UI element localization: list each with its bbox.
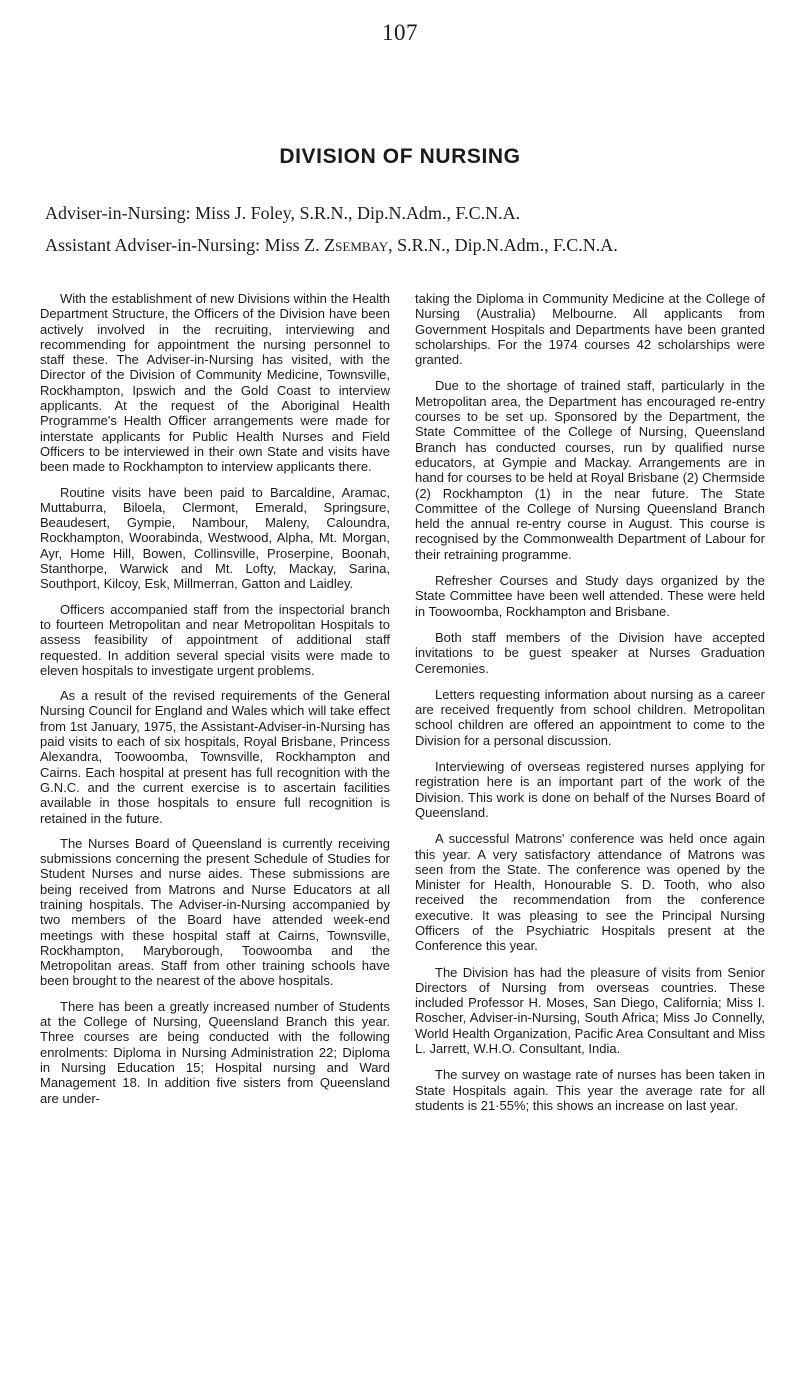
- paragraph-refresher-courses: Refresher Courses and Study days organized by the State Committee have been well attended. These were held in Toowoomba, Rockhampton and Brisbane.: [415, 573, 765, 619]
- paragraph-routine-visits: Routine visits have been paid to Barcaldine, Aramac, Muttaburra, Biloela, Clermont, Emerald, Springsure, Beaudesert, Gympie, Nambour, Maleny, Caloundra, Rockhampton, Woorabinda, Westwood, Alpha, Mt. Morgan, Ayr, Home Hill, Bowen, Collinsville, Proserpine, Boonah, Stanthorpe, Warwick and Mt. Lofty, Mackay, Sarina, Southport, Kilcoy, Esk, Millmerran, Gatton and Laidley.: [40, 484, 390, 592]
- paragraph-overseas-visits: The Division has had the pleasure of visits from Senior Directors of Nursing from overseas countries. These included Professor H. Moses, San Diego, California; Miss I. Roscher, Adviser-in-Nursing, South Africa; Miss Jo Connelly, World Health Organization, Pacific Area Consultant and Miss L. Jarrett, W.H.O. Consultant, India.: [415, 964, 765, 1057]
- paragraph-recruiting: With the establishment of new Divisions within the Health Department Structure, the Officers of the Division have been actively involved in the recruiting, interviewing and recommending for appointment the nursing personnel to staff these. The Adviser-in-Nursing has visited, with the Director of the Division of Community Medicine, Townsville, Rockhampton, Ipswich and the Gold Coast to interview applicants. At the request of the Aboriginal Health Programme's Health Officer arrangements were made for interstate applicants for Public Health Nurses and Field Officers to be interviewed in their own State and visits have been made to Rockhampton to interview applicants there.: [40, 291, 390, 475]
- paragraph-matrons-conference: A successful Matrons' conference was held once again this year. A very satisfactory attendance of Matrons was seen from the State. The conference was opened by the Minister for Health, Honourable S. D. Tooth, who also received the recommendation from the conference executive. It was pleasing to see the Principal Nursing Officers of the Psychiatric Hospitals present at the Conference this year.: [415, 831, 765, 954]
- paragraph-re-entry-courses: Due to the shortage of trained staff, particularly in the Metropolitan area, the Department has encouraged re-entry courses to be set up. Sponsored by the Department, the State Committee of the College of Nursing, Queensland Branch has conducted courses, run by qualified nurse educators, at Gympie and Mackay. Arrangements are in hand for courses to be held at Royal Brisbane (2) Chermside (2) Rockhampton (1) in the near future. The State Committee of the College of Nursing Queensland Branch held the annual re-entry course in August. This course is recognised by the Commonwealth Department of Labour for their retraining programme.: [415, 378, 765, 562]
- assistant-adviser-line: [45, 235, 775, 256]
- paragraph-college-enrolments: There has been a greatly increased number of Students at the College of Nursing, Queensland Branch this year. Three courses are being conducted with the following enrolments: Diploma in Nursing Administration 22; Diploma in Nursing Education 15; Hospital nursing and Ward Management 18. In addition five sisters from Queensland are under-: [40, 998, 390, 1106]
- assistant-surname: Zsembay,: [324, 235, 393, 255]
- adviser-name: Miss J. Foley,: [195, 203, 295, 223]
- page-title: DIVISION OF NURSING: [279, 145, 521, 168]
- paragraph-nurses-board: The Nurses Board of Queensland is currently receiving submissions concerning the present Schedule of Studies for Student Nurses and nurse aides. These submissions are being received from Matrons and Nurse Educators at all training hospitals. The Adviser-in-Nursing accompanied by two members of the Board have attended week-end meetings with these hospital staff at Cairns, Townsville, Rockhampton, Maryborough, Toowoomba and the Metropolitan areas. Staff from other training schools have been brought to the nearest of the above hospitals.: [40, 835, 390, 989]
- assistant-qualifications: S.R.N., Dip.N.Adm., F.C.N.A.: [397, 235, 618, 255]
- adviser-role: Adviser-in-Nursing:: [45, 203, 191, 223]
- paragraph-community-medicine: taking the Diploma in Community Medicine at the College of Nursing (Australia) Melbourne. All applicants from Government Hospitals and Departments have been granted scholarships. For the 1974 courses 42 scholarships were granted.: [415, 291, 765, 368]
- adviser-qualifications: S.R.N., Dip.N.Adm., F.C.N.A.: [299, 203, 521, 223]
- paragraph-wastage-survey: The survey on wastage rate of nurses has been taken in State Hospitals again. This year the average rate for all students is 21·55%; this shows an increase on last year.: [415, 1067, 765, 1113]
- paragraph-metropolitan-hospitals: Officers accompanied staff from the inspectorial branch to fourteen Metropolitan and near Metropolitan Hospitals to assess feasibility of appointment of additional staff requested. In addition several special visits were made to eleven hospitals to investigate urgent problems.: [40, 601, 390, 678]
- page-number: 107: [382, 20, 418, 45]
- adviser-line: [45, 203, 775, 224]
- assistant-role: Assistant Adviser-in-Nursing:: [45, 235, 261, 255]
- paragraph-gnc-requirements: As a result of the revised requirements of the General Nursing Council for England and Wales which will take effect from 1st January, 1975, the Assistant-Adviser-in-Nursing has paid visits to each of six hospitals, Royal Brisbane, Princess Alexandra, Toowoomba, Townsville, Rockhampton and Cairns. Each hospital at present has full recognition with the G.N.C. and the current exercise is to ascertain facilities available in those hospitals to ensure full recognition is retained in the future.: [40, 688, 390, 826]
- paragraph-career-letters: Letters requesting information about nursing as a career are received frequently from school children. Metropolitan school children are offered an appointment to come to the Division for a personal discussion.: [415, 686, 765, 748]
- left-column: [40, 291, 390, 1124]
- assistant-name: Miss Z.: [264, 235, 320, 255]
- right-column: [415, 291, 765, 1124]
- body-columns: [40, 291, 765, 1124]
- paragraph-graduation-ceremonies: Both staff members of the Division have accepted invitations to be guest speaker at Nurses Graduation Ceremonies.: [415, 629, 765, 676]
- paragraph-overseas-nurses: Interviewing of overseas registered nurses applying for registration here is an important part of the work of the Division. This work is done on behalf of the Nurses Board of Queensland.: [415, 759, 765, 820]
